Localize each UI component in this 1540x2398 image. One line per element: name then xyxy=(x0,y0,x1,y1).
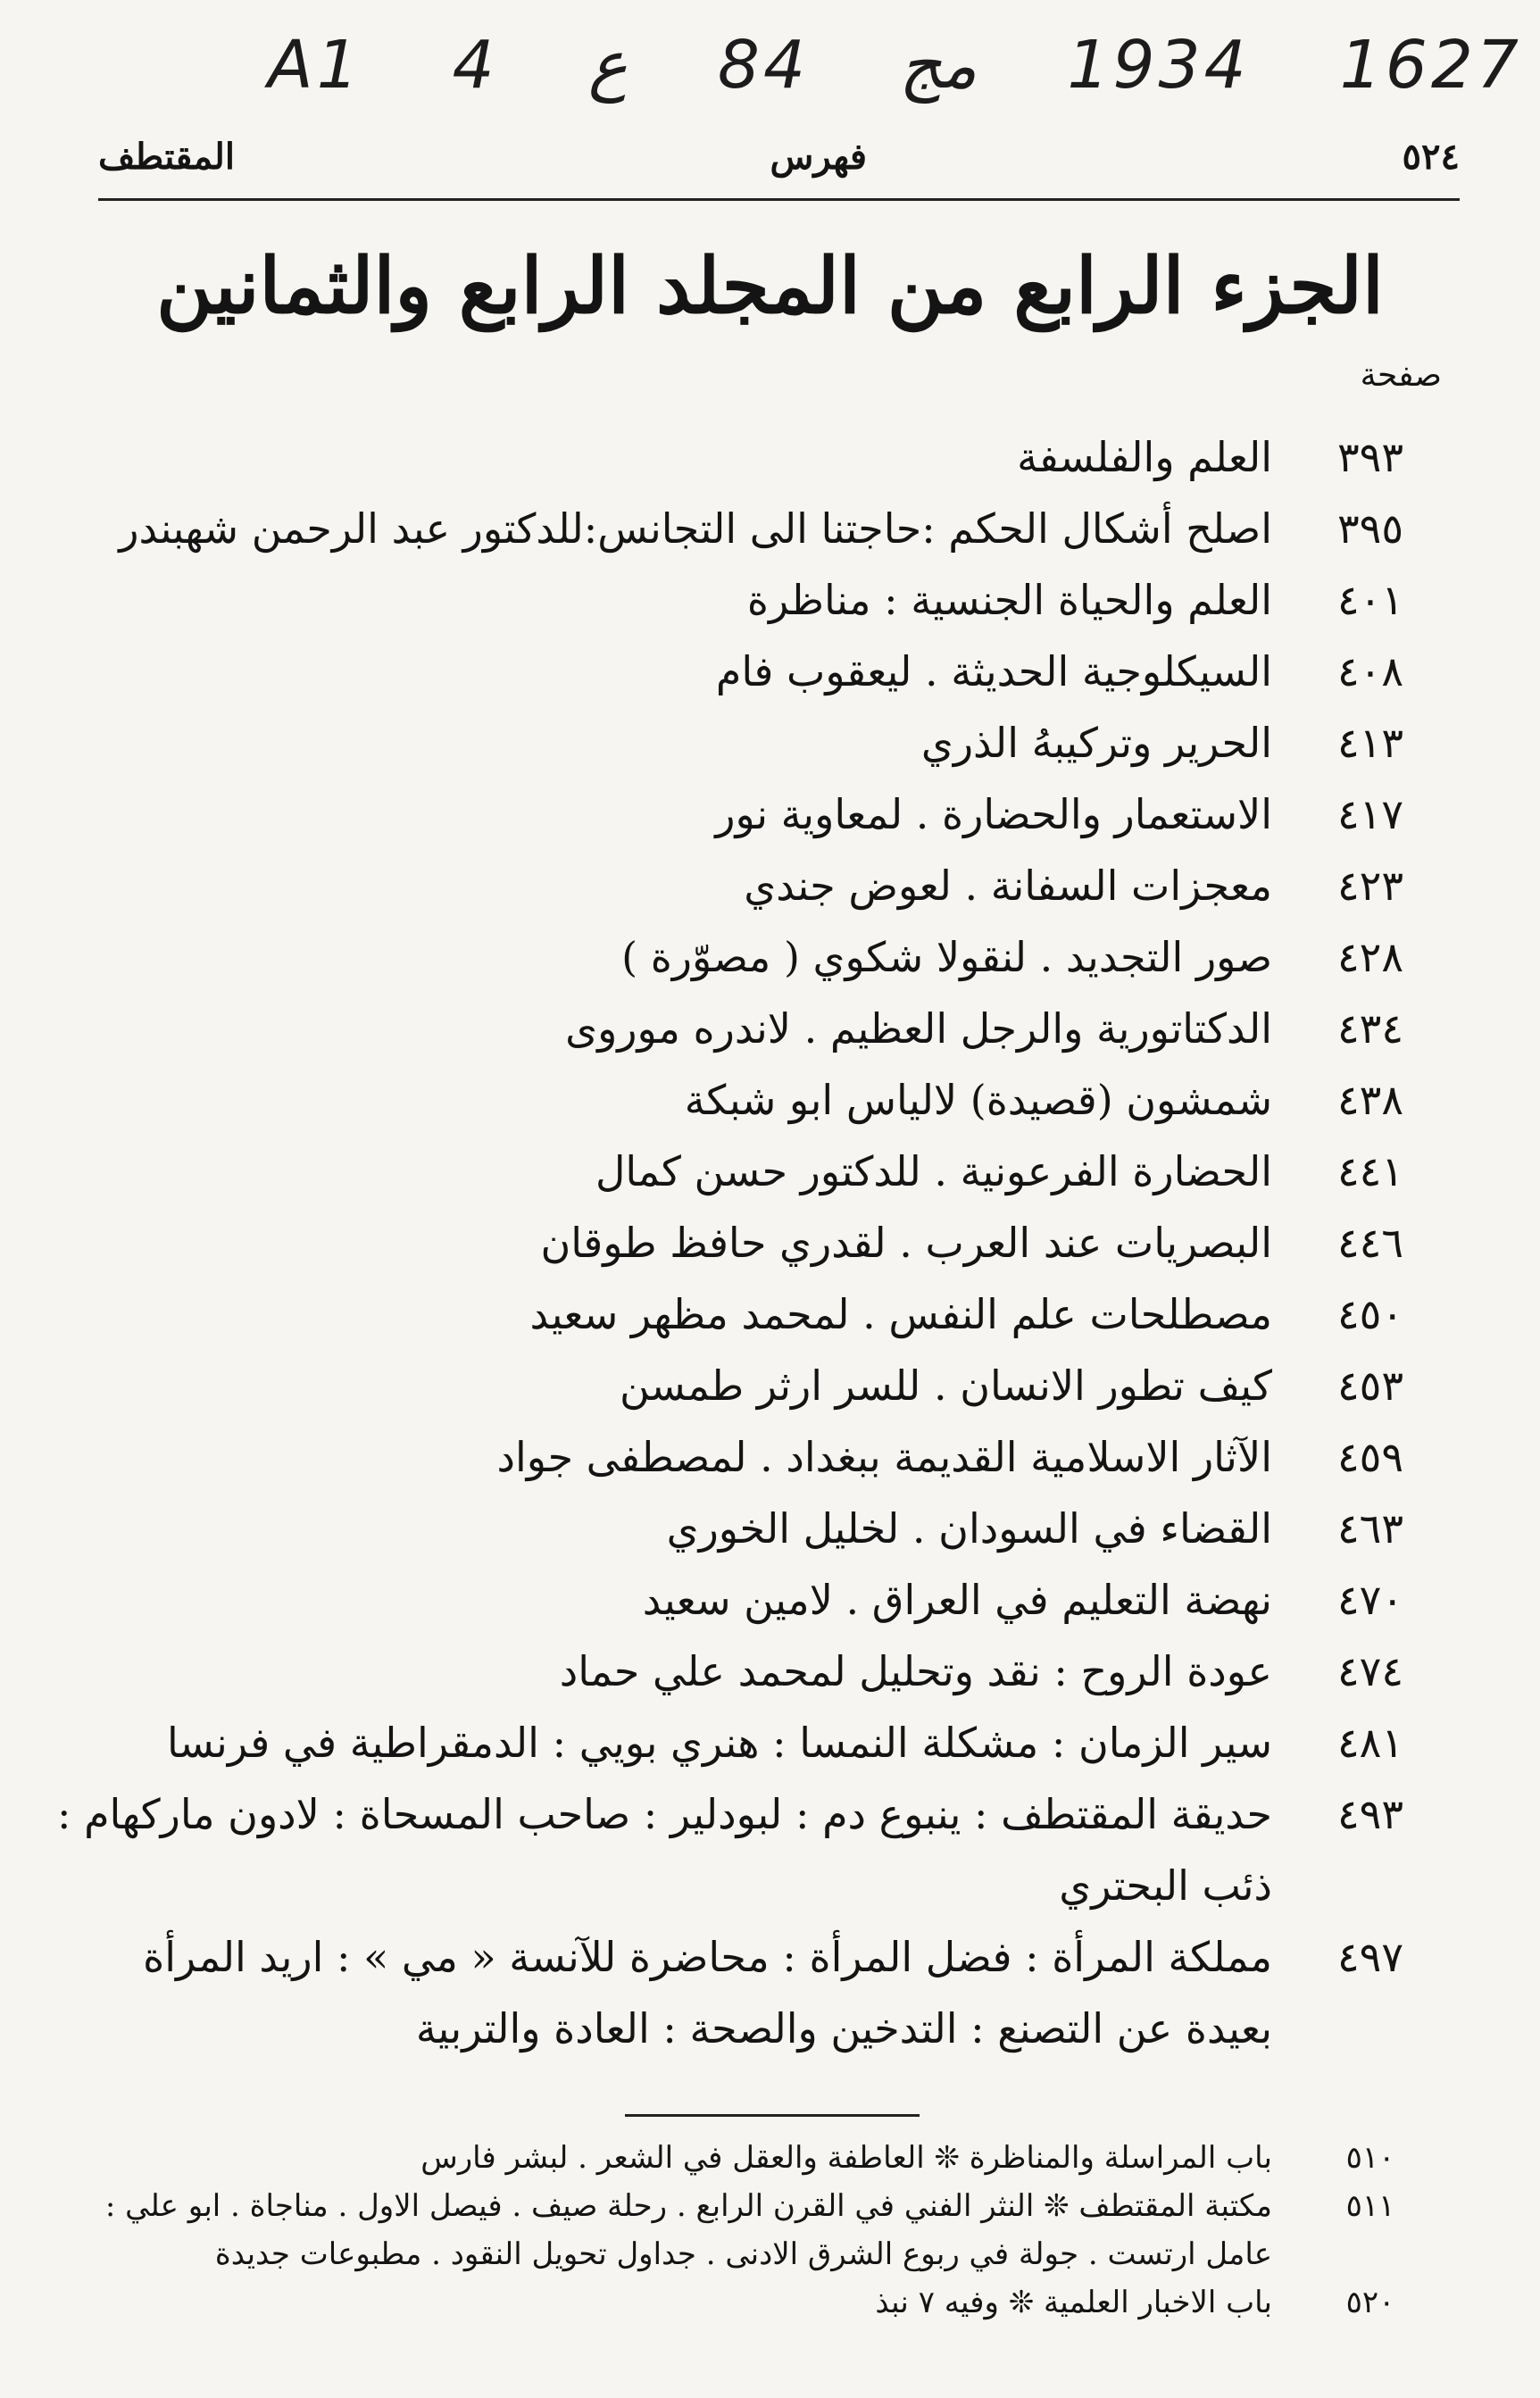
toc-row xyxy=(54,564,1451,636)
toc-row xyxy=(54,707,1451,779)
toc-page-number: ٤٤٦ xyxy=(1336,1219,1404,1267)
toc-row xyxy=(54,2182,1451,2278)
handwritten-mark: A1 xyxy=(268,27,362,104)
toc-row xyxy=(54,921,1451,993)
toc-entry-title: باب الاخبار العلمية ❊ وفيه ٧ نبذ xyxy=(875,2285,1272,2320)
toc-entry-title: البصريات عند العرب . لقدري حافظ طوقان xyxy=(540,1219,1272,1267)
toc-page-number: ٤٢٨ xyxy=(1336,933,1404,981)
toc-entry-title: السيكلوجية الحديثة . ليعقوب فام xyxy=(715,647,1272,695)
toc-page-number: ٤١٣ xyxy=(1336,719,1404,767)
toc-page-number: ٤٠١ xyxy=(1336,576,1404,624)
toc-row xyxy=(54,1136,1451,1207)
handwritten-mark: 1627 xyxy=(1339,27,1522,104)
toc-entry-title: باب المراسلة والمناظرة ❊ العاطفة والعقل في الشعر . لبشر فارس xyxy=(420,2140,1272,2176)
toc-page-number: ٤٥٣ xyxy=(1336,1361,1404,1410)
toc-row xyxy=(54,1778,1451,1921)
toc-row xyxy=(54,1207,1451,1278)
handwritten-mark: 1934 xyxy=(1067,27,1250,104)
toc-row xyxy=(54,636,1451,707)
header-section: فهرس xyxy=(770,135,867,178)
toc-page-number: ٤٣٨ xyxy=(1336,1076,1404,1124)
toc-row xyxy=(54,1564,1451,1636)
toc-entry-title: اصلح أشكال الحكم :حاجتنا الى التجانس:للدكتور عبد الرحمن شهبندر xyxy=(119,504,1272,553)
toc-page-number: ٣٩٥ xyxy=(1336,504,1404,553)
toc-page-number: ٤١٧ xyxy=(1336,790,1404,838)
toc-entry-title: الحرير وتركيبهُ الذري xyxy=(920,719,1272,767)
toc-page-number: ٤٣٤ xyxy=(1336,1004,1404,1053)
toc-entry-title: الاستعمار والحضارة . لمعاوية نور xyxy=(715,790,1272,838)
toc-entry-title: كيف تطور الانسان . للسر ارثر طمسن xyxy=(619,1361,1272,1410)
handwritten-mark: 4 xyxy=(452,27,498,104)
toc-row xyxy=(54,1636,1451,1707)
toc-entry-title: سير الزمان : مشكلة النمسا : هنري بويي : الدمقراطية في فرنسا xyxy=(166,1719,1272,1767)
toc-entry-title: معجزات السفانة . لعوض جندي xyxy=(744,862,1272,910)
toc-entry-title: الحضارة الفرعونية . للدكتور حسن كمال xyxy=(595,1147,1272,1195)
toc-row xyxy=(54,1350,1451,1421)
toc-entry-title: مملكة المرأة : فضل المرأة : محاضرة للآنسة « مي » : اريد المرأة بعيدة عن التصنع : التدخين والصحة : العادة والتربية xyxy=(143,1933,1272,2052)
toc-entry-title: عودة الروح : نقد وتحليل لمحمد علي حماد xyxy=(559,1647,1272,1695)
toc-row xyxy=(54,2278,1451,2327)
toc-row xyxy=(54,2134,1451,2182)
toc-row xyxy=(54,993,1451,1064)
toc-row xyxy=(54,779,1451,850)
toc-page-number: ٤٥٠ xyxy=(1336,1290,1404,1338)
toc-page-number: ٤٠٨ xyxy=(1336,647,1404,695)
supplementary-contents xyxy=(54,2134,1451,2327)
toc-page-number: ٤٢٣ xyxy=(1336,862,1404,910)
toc-row xyxy=(54,1707,1451,1778)
toc-page-number: ٣٩٣ xyxy=(1336,433,1404,481)
header-rule xyxy=(98,198,1460,201)
toc-page-number: ٤٩٧ xyxy=(1336,1933,1404,1981)
toc-row xyxy=(54,493,1451,564)
toc-entry-title: شمشون (قصيدة) لالياس ابو شبكة xyxy=(684,1076,1272,1124)
header-page-number: ٥٢٤ xyxy=(1402,135,1460,178)
toc-entry-title: مصطلحات علم النفس . لمحمد مظهر سعيد xyxy=(529,1290,1272,1338)
toc-row xyxy=(54,850,1451,921)
toc-page-number: ٤٩٣ xyxy=(1336,1790,1404,1838)
toc-page-number: ٥١٠ xyxy=(1345,2140,1395,2176)
toc-row xyxy=(54,1493,1451,1564)
handwritten-mark: 84 xyxy=(717,27,810,104)
toc-entry-title: العلم والفلسفة xyxy=(1017,433,1272,481)
toc-page-number: ٤٥٩ xyxy=(1336,1433,1404,1481)
page-title: الجزء الرابع من المجلد الرابع والثمانين xyxy=(156,241,1384,331)
section-divider xyxy=(625,2114,920,2117)
toc-entry-title: نهضة التعليم في العراق . لامين سعيد xyxy=(642,1576,1272,1624)
page-column-label: صفحة xyxy=(1360,357,1442,394)
handwritten-catalog-note xyxy=(268,16,1522,114)
toc-row xyxy=(54,1421,1451,1493)
toc-entry-title: القضاء في السودان . لخليل الخوري xyxy=(666,1504,1272,1553)
toc-row xyxy=(54,421,1451,493)
toc-row xyxy=(54,1921,1451,2064)
toc-entry-title: العلم والحياة الجنسية : مناظرة xyxy=(746,576,1272,624)
toc-page-number: ٥١١ xyxy=(1345,2188,1395,2224)
toc-row xyxy=(54,1278,1451,1350)
toc-entry-title: مكتبة المقتطف ❊ النثر الفني في القرن الرابع . رحلة صيف . فيصل الاول . مناجاة . ابو علي : عامل ارتست . جولة في ربوع الشرق الادنى . جداول تحويل النقود . مطبوعات جديدة xyxy=(104,2188,1272,2272)
toc-entry-title: الدكتاتورية والرجل العظيم . لاندره موروى xyxy=(565,1004,1272,1053)
toc-page-number: ٤٤١ xyxy=(1336,1147,1404,1195)
header-journal: المقتطف xyxy=(98,135,235,178)
toc-page-number: ٤٨١ xyxy=(1336,1719,1404,1767)
toc-page-number: ٤٧٠ xyxy=(1336,1576,1404,1624)
toc-entry-title: حديقة المقتطف : ينبوع دم : لبودلير : صاحب المسحاة : لادون ماركهام : ذئب البحتري xyxy=(56,1790,1272,1910)
toc-row xyxy=(54,1064,1451,1136)
toc-entry-title: صور التجديد . لنقولا شكوي ( مصوّرة ) xyxy=(621,933,1272,981)
toc-page-number: ٤٧٤ xyxy=(1336,1647,1404,1695)
table-of-contents xyxy=(54,421,1451,2064)
toc-page-number: ٥٢٠ xyxy=(1345,2285,1395,2320)
toc-page-number: ٤٦٣ xyxy=(1336,1504,1404,1553)
handwritten-mark: ع xyxy=(587,27,628,104)
handwritten-mark: مج xyxy=(899,27,978,104)
running-header xyxy=(98,125,1460,187)
toc-entry-title: الآثار الاسلامية القديمة ببغداد . لمصطفى جواد xyxy=(496,1433,1272,1481)
